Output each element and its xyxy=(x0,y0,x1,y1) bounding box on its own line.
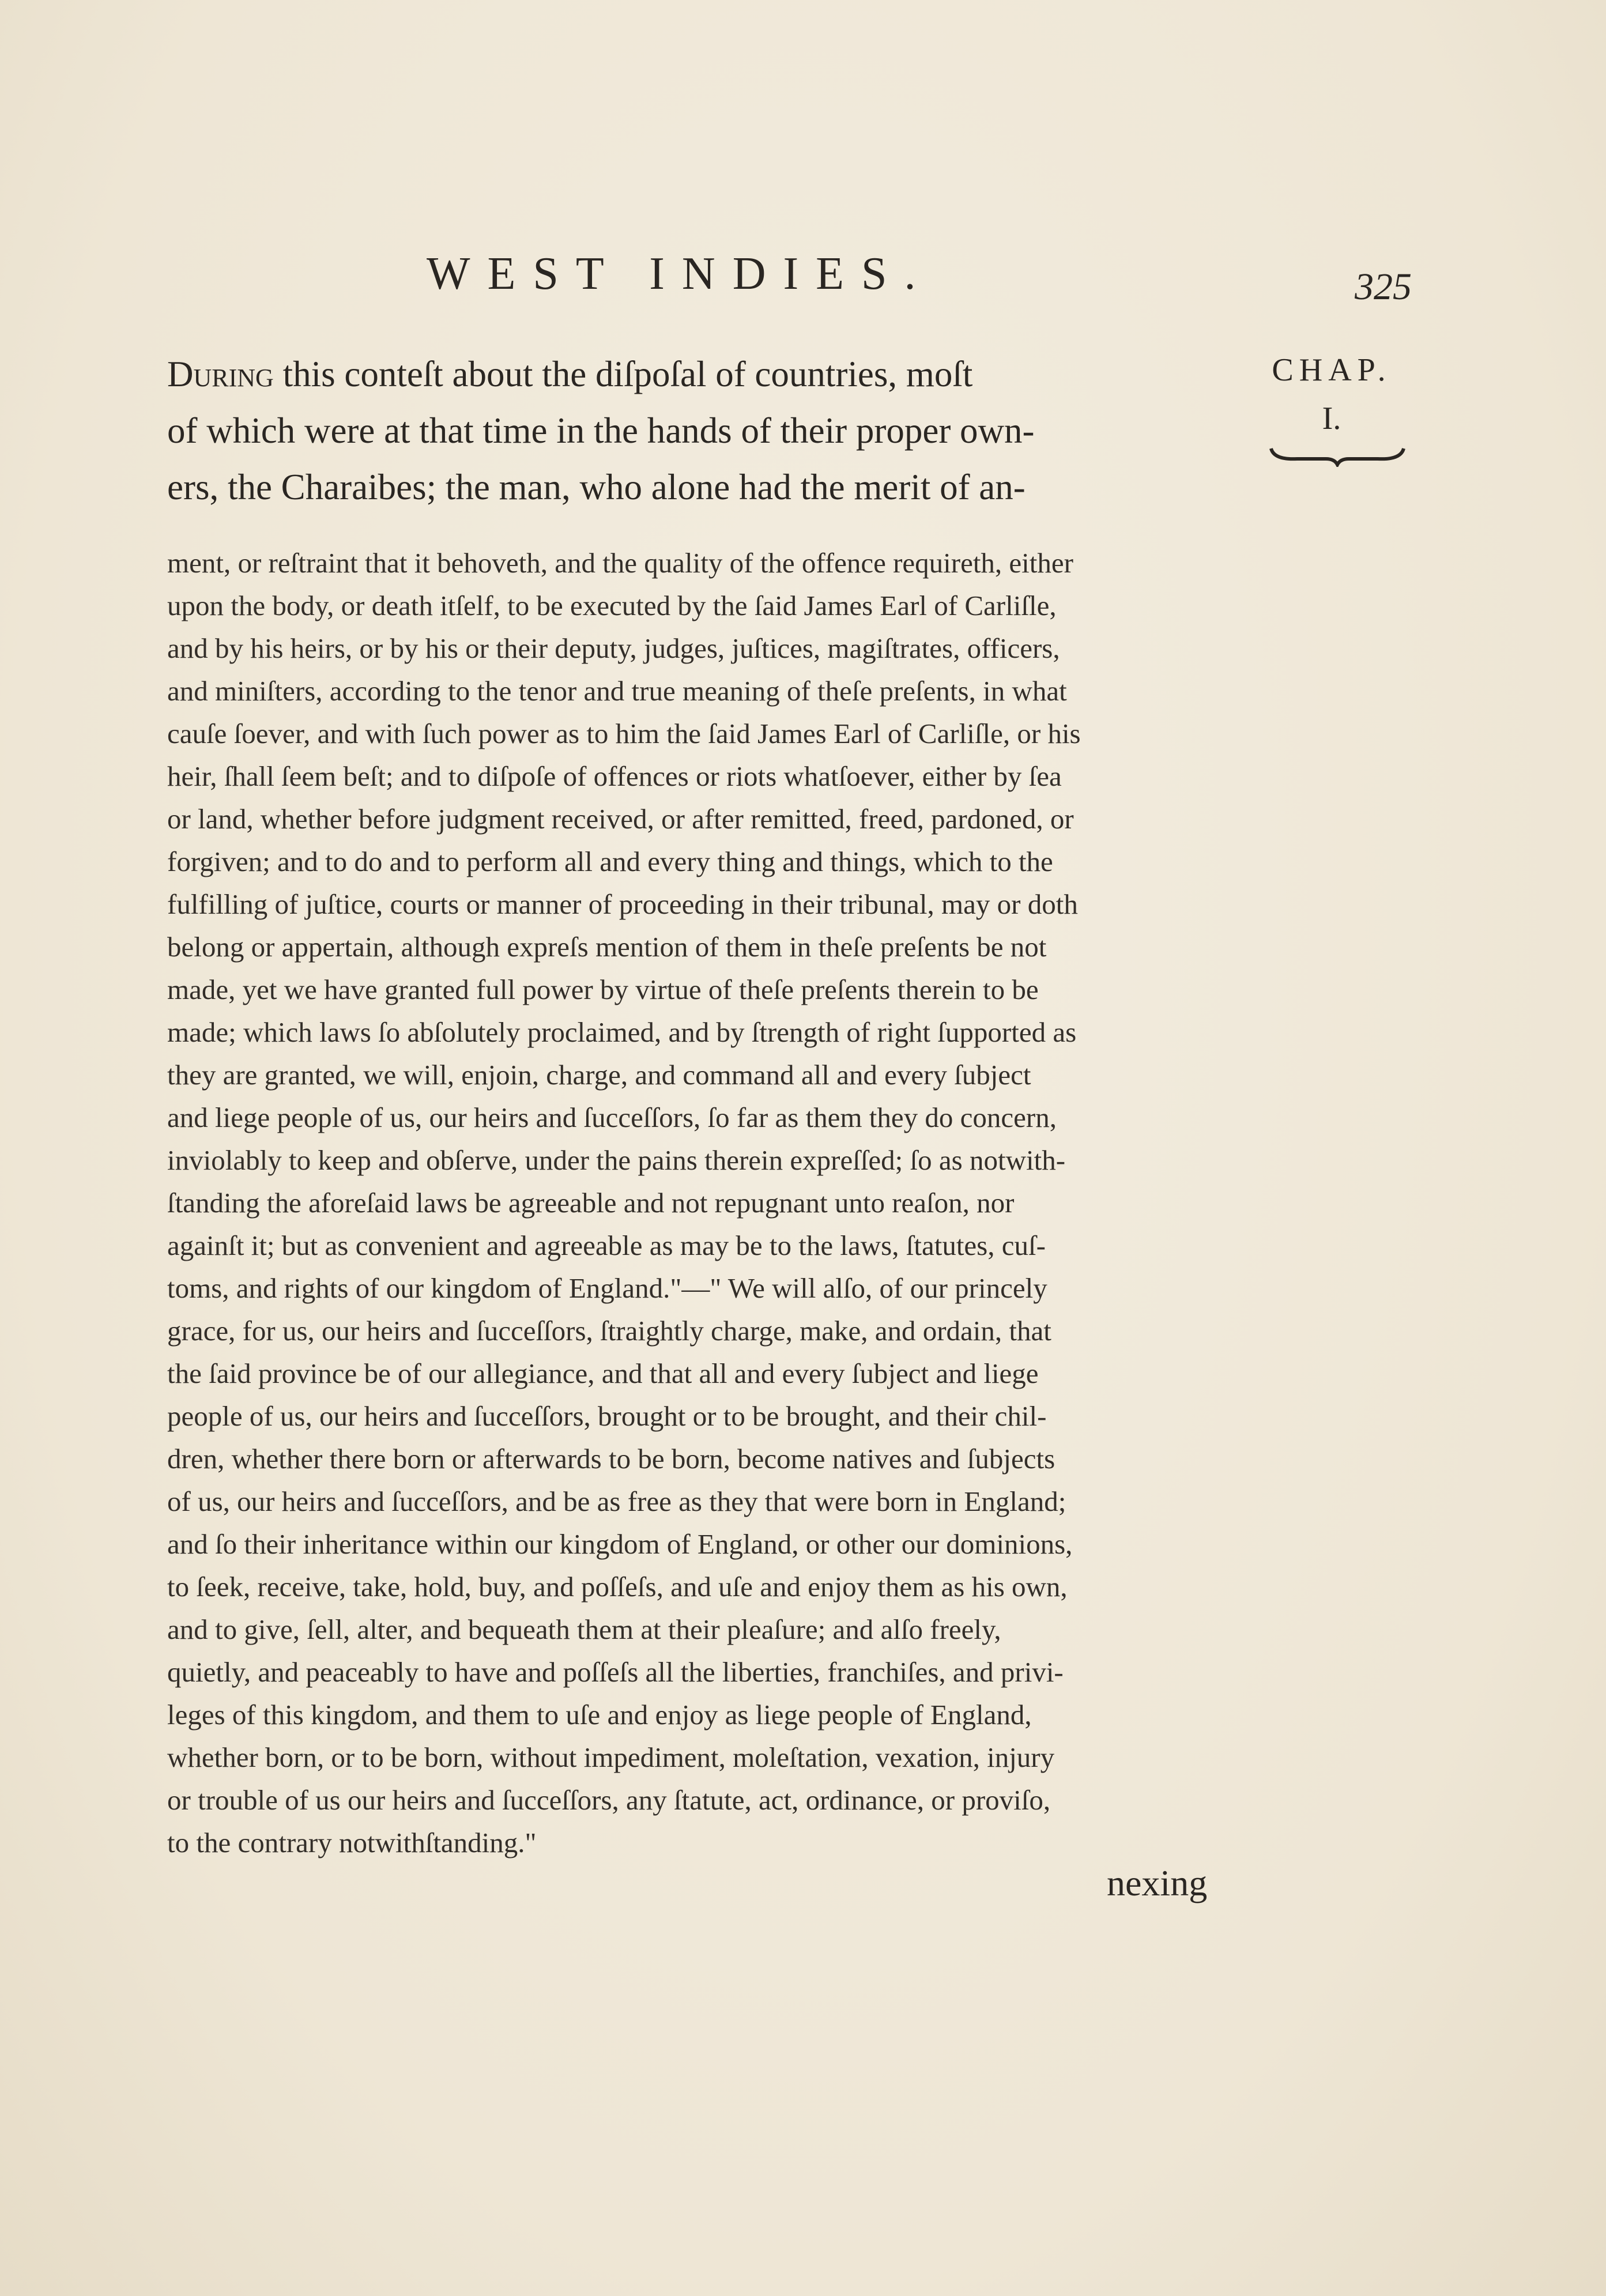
catchword: nexing xyxy=(1107,1863,1208,1903)
page-number: 325 xyxy=(1355,266,1412,308)
charter-text-line: grace, for us, our heirs and ſucceſſors, ſtraightly charge, make, and ordain, that xyxy=(167,1315,1051,1347)
charter-text-line: toms, and rights of our kingdom of England."—" We will alſo, of our princely xyxy=(167,1272,1047,1304)
main-text-line-3: ers, the Charaibes; the man, who alone had the merit of an- xyxy=(167,467,1026,507)
charter-text-line: they are granted, we will, enjoin, charge, and command all and every ſubject xyxy=(167,1059,1031,1091)
chap-number: I. xyxy=(1322,401,1341,436)
charter-text-line: dren, whether there born or afterwards to be born, become natives and ſubjects xyxy=(167,1443,1055,1475)
charter-text-line: leges of this kingdom, and them to uſe and enjoy as liege people of England, xyxy=(167,1699,1032,1731)
charter-text-line: heir, ſhall ſeem beſt; and to diſpoſe of offences or riots whatſoever, either by ſea xyxy=(167,760,1062,792)
charter-text-line: or trouble of us our heirs and ſucceſſors, any ſtatute, act, ordinance, or proviſo, xyxy=(167,1784,1051,1816)
quoted-charter-text xyxy=(167,542,1262,1864)
main-text-line-1: this conteſt about the diſpoſal of countries, moſt xyxy=(273,354,973,394)
charter-text-line: ſtanding the aforeſaid laws be agreeable and not repugnant unto reaſon, nor xyxy=(167,1187,1015,1219)
charter-text-line: quietly, and peaceably to have and poſſeſs all the liberties, franchiſes, and privi- xyxy=(167,1656,1064,1688)
charter-text-line: of us, our heirs and ſucceſſors, and be as free as they that were born in England; xyxy=(167,1486,1066,1517)
charter-text-line: upon the body, or death itſelf, to be executed by the ſaid James Earl of Carliſle, xyxy=(167,590,1057,621)
charter-text-line: and ſo their inheritance within our kingdom of England, or other our dominions, xyxy=(167,1528,1073,1560)
chapter-marginal-note xyxy=(1257,352,1407,437)
running-title: WEST INDIES. xyxy=(427,248,933,299)
main-text-line-2: of which were at that time in the hands of their proper own- xyxy=(167,410,1035,451)
charter-text-line: and by his heirs, or by his or their deputy, judges, juſtices, magiſtrates, officers, xyxy=(167,632,1060,664)
charter-text-line: inviolably to keep and obſerve, under the pains therein expreſſed; ſo as notwith- xyxy=(167,1144,1066,1176)
brace-ornament xyxy=(1268,444,1407,467)
charter-text-line: fulfilling of juſtice, courts or manner of proceeding in their tribunal, may or doth xyxy=(167,888,1078,920)
charter-text-line: forgiven; and to do and to perform all and every thing and things, which to the xyxy=(167,846,1053,877)
chap-label: CHAP. xyxy=(1272,352,1392,388)
charter-text-line: made, yet we have granted full power by virtue of theſe preſents therein to be xyxy=(167,974,1039,1005)
charter-text-line: againſt it; but as convenient and agreeable as may be to the laws, ſtatutes, cuſ- xyxy=(167,1230,1046,1261)
charter-text-line: and miniſters, according to the tenor and true meaning of theſe preſents, in what xyxy=(167,675,1067,707)
charter-text-line: the ſaid province be of our allegiance, and that all and every ſubject and liege xyxy=(167,1358,1039,1389)
charter-text-line: whether born, or to be born, without impediment, moleſtation, vexation, injury xyxy=(167,1741,1055,1773)
charter-text-line: and liege people of us, our heirs and ſucceſſors, ſo far as them they do concern, xyxy=(167,1102,1057,1133)
charter-text-line: cauſe ſoever, and with ſuch power as to him the ſaid James Earl of Carliſle, or his xyxy=(167,718,1081,749)
charter-text-line: ment, or reſtraint that it behoveth, and the quality of the offence requireth, either xyxy=(167,547,1073,579)
charter-text-line: belong or appertain, although expreſs mention of them in theſe preſents be not xyxy=(167,931,1047,963)
charter-text-line: or land, whether before judgment received, or after remitted, freed, pardoned, or xyxy=(167,803,1074,835)
opening-word: During xyxy=(167,354,274,394)
charter-text-line: to ſeek, receive, take, hold, buy, and poſſeſs, and uſe and enjoy them as his own, xyxy=(167,1571,1068,1603)
charter-text-line: made; which laws ſo abſolutely proclaimed, and by ſtrength of right ſupported as xyxy=(167,1016,1077,1048)
charter-text-line: and to give, ſell, alter, and bequeath them at their pleaſure; and alſo freely, xyxy=(167,1613,1001,1645)
charter-text-line: to the contrary notwithſtanding." xyxy=(167,1827,537,1858)
charter-text-line: people of us, our heirs and ſucceſſors, brought or to be brought, and their chil- xyxy=(167,1400,1047,1432)
main-text-block xyxy=(167,346,1262,515)
main-text-line xyxy=(167,346,1262,402)
